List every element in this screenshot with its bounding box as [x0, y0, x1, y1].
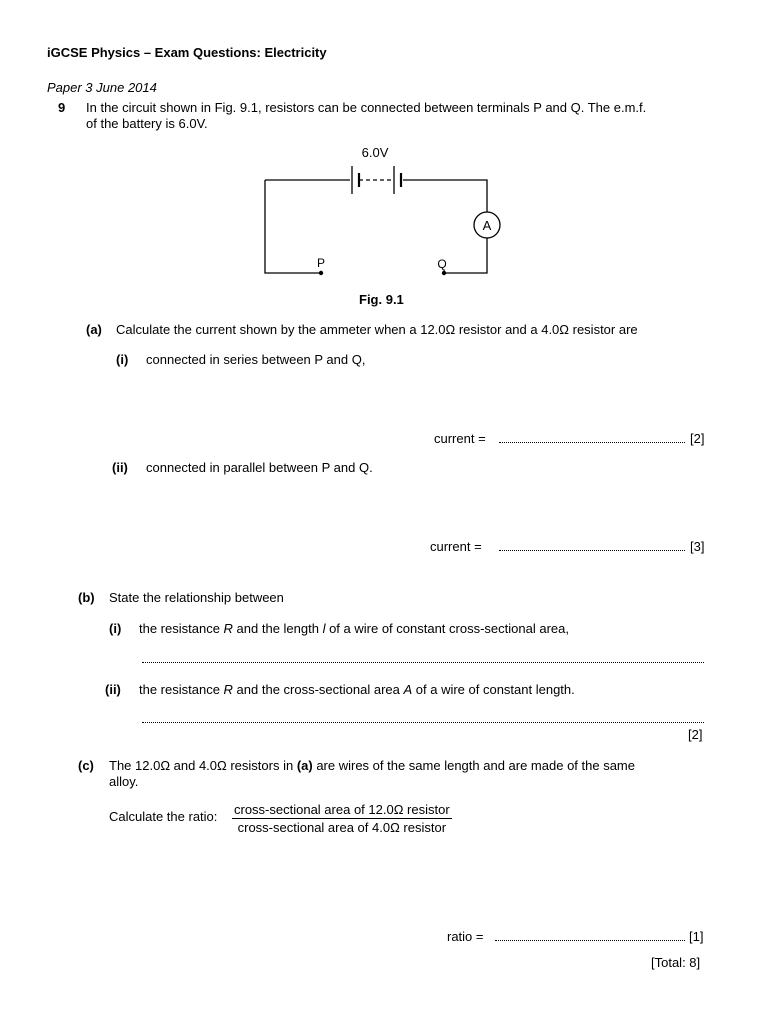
part-b-ii-text-1: the resistance	[139, 682, 224, 697]
part-b-i-answer-line[interactable]	[142, 662, 704, 663]
page-title: iGCSE Physics – Exam Questions: Electricity	[47, 45, 327, 60]
part-b-ii-text-3: of a wire of constant length.	[412, 682, 575, 697]
circuit-diagram	[255, 140, 515, 280]
part-a-text: Calculate the current shown by the ammeter when a 12.0Ω resistor and a 4.0Ω resistor are	[116, 322, 638, 337]
part-a-ii-answer-line[interactable]	[499, 550, 685, 551]
part-b-ii-var-a: A	[403, 682, 413, 697]
question-number: 9	[58, 100, 66, 115]
part-a-i-label: (i)	[116, 352, 129, 367]
part-a-i-marks: [2]	[690, 431, 705, 446]
part-b-ii-text	[139, 682, 575, 697]
question-intro-line2: of the battery is 6.0V.	[86, 116, 208, 131]
part-b-ii-label: (ii)	[105, 682, 121, 697]
part-c-text-line2: alloy.	[109, 774, 139, 789]
part-b-label: (b)	[78, 590, 95, 605]
part-a-i-text: connected in series between P and Q,	[146, 352, 366, 367]
part-a-ii-label: (ii)	[112, 460, 128, 475]
wire-right	[445, 238, 487, 273]
terminal-p-label: P	[316, 256, 326, 270]
part-c-text-1: The 12.0Ω and 4.0Ω resistors in	[109, 758, 297, 773]
wire-top-right	[403, 180, 487, 212]
part-c-label: (c)	[78, 758, 94, 773]
part-b-i-var-r: R	[223, 621, 233, 636]
paper-reference: Paper 3 June 2014	[47, 80, 157, 95]
part-c-text-bold: (a)	[296, 758, 313, 773]
terminal-q-label: Q	[437, 257, 447, 271]
ammeter-label: A	[482, 218, 492, 233]
terminal-p-dot	[319, 271, 323, 275]
wire-left	[265, 180, 320, 273]
battery-label: 6.0V	[361, 145, 389, 160]
question-intro-line1: In the circuit shown in Fig. 9.1, resistors can be connected between terminals P and Q. The e.m.f.	[86, 100, 647, 115]
total-marks: [Total: 8]	[651, 955, 701, 970]
part-b-text: State the relationship between	[109, 590, 284, 605]
part-a-i-answer-label: current =	[434, 431, 486, 446]
part-b-i-text	[139, 621, 569, 636]
part-b-ii-text-2: and the cross-sectional area	[232, 682, 404, 697]
part-b-ii-answer-line[interactable]	[142, 722, 704, 723]
part-b-ii-var-r: R	[223, 682, 233, 697]
part-a-ii-answer-label: current =	[430, 539, 482, 554]
part-b-i-label: (i)	[109, 621, 122, 636]
part-b-i-text-2: and the length	[232, 621, 323, 636]
part-b-marks: [2]	[688, 727, 703, 742]
figure-caption: Fig. 9.1	[359, 292, 404, 307]
ratio-denominator: cross-sectional area of 4.0Ω resistor	[237, 820, 447, 835]
part-c-marks: [1]	[689, 929, 704, 944]
part-b-i-text-1: the resistance	[139, 621, 224, 636]
part-c-calc-label: Calculate the ratio:	[109, 809, 218, 824]
part-b-i-var-l: l	[322, 621, 326, 636]
part-c-answer-line[interactable]	[495, 940, 685, 941]
part-a-ii-text: connected in parallel between P and Q.	[146, 460, 373, 475]
part-c-text	[109, 758, 635, 773]
part-a-ii-marks: [3]	[690, 539, 705, 554]
ratio-numerator: cross-sectional area of 12.0Ω resistor	[234, 802, 450, 817]
part-c-text-2: are wires of the same length and are made of the same	[312, 758, 635, 773]
part-c-answer-label: ratio =	[447, 929, 484, 944]
terminal-q-dot	[442, 271, 446, 275]
ratio-fraction	[232, 802, 452, 835]
part-b-i-text-3: of a wire of constant cross-sectional area,	[325, 621, 569, 636]
part-a-i-answer-line[interactable]	[499, 442, 685, 443]
part-a-label: (a)	[86, 322, 102, 337]
